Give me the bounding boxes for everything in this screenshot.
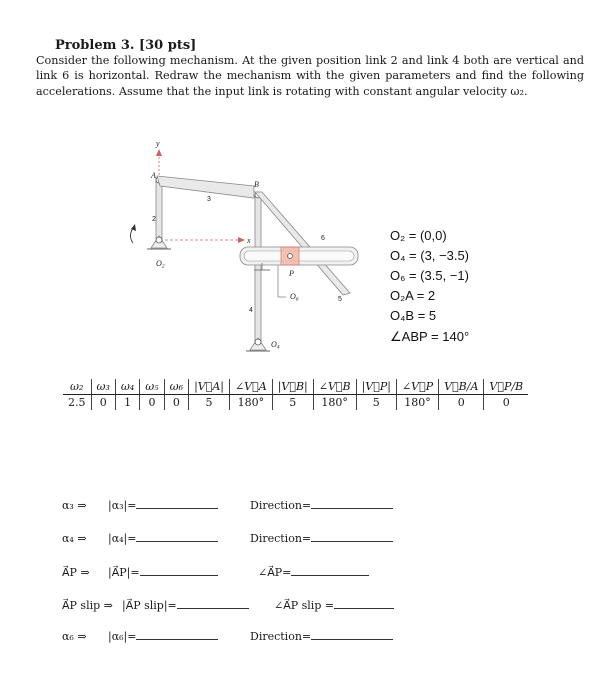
o2-label: O2 xyxy=(156,259,165,270)
value-vba: 0 xyxy=(439,395,484,411)
link-2 xyxy=(156,178,162,240)
answer-ap-slip-magnitude-label: |A⃗P slip|= xyxy=(122,599,177,612)
answer-ap-slip-magnitude-blank[interactable] xyxy=(177,608,249,609)
value-w4: 1 xyxy=(115,395,139,411)
answer-alpha3-direction-blank[interactable] xyxy=(311,508,393,509)
point-b-label: B xyxy=(254,180,259,189)
point-p-label: P xyxy=(289,269,294,278)
answer-alpha6-direction-label: Direction= xyxy=(250,630,312,643)
y-axis-label: y xyxy=(156,139,160,148)
answer-alpha3-magnitude-blank[interactable] xyxy=(136,508,218,509)
header-w2: ω₂ xyxy=(63,379,91,395)
answer-alpha6-direction-blank[interactable] xyxy=(311,639,393,640)
link-2-label: 2 xyxy=(152,216,156,223)
link-3 xyxy=(157,176,254,198)
y-axis-arrow xyxy=(156,149,162,156)
value-va-ang: 180° xyxy=(229,395,272,411)
answer-alpha4-direction-label: Direction= xyxy=(250,532,312,545)
velocity-table xyxy=(63,379,528,410)
x-axis-label: x xyxy=(247,236,251,245)
answer-ap-angle-blank[interactable] xyxy=(291,575,369,576)
value-vp-mag: 5 xyxy=(356,395,396,411)
answer-alpha4-symbol: α₄ ⇒ xyxy=(62,532,87,545)
value-w2: 2.5 xyxy=(68,396,86,409)
answer-ap-magnitude xyxy=(108,566,218,579)
o6-label: O6 xyxy=(290,292,299,303)
pin-o2 xyxy=(156,237,162,243)
pin-p xyxy=(288,254,293,259)
answer-ap-magnitude-label: |A⃗P|= xyxy=(108,566,140,579)
value-vb-ang: 180° xyxy=(313,395,356,411)
header-vpb: V⃗P/B xyxy=(484,379,528,395)
header-vb-ang: ∠V⃗B xyxy=(313,379,356,395)
header-w4: ω₄ xyxy=(115,379,139,395)
answer-alpha4-magnitude-label: |α₄|= xyxy=(108,532,137,545)
answer-alpha6-symbol: α₆ ⇒ xyxy=(62,630,87,643)
answer-ap-angle xyxy=(258,566,369,579)
header-w5: ω₅ xyxy=(140,379,164,395)
value-va-mag: 5 xyxy=(189,395,230,411)
answer-alpha4-magnitude-blank[interactable] xyxy=(136,541,218,542)
answer-alpha6-magnitude-label: |α₆|= xyxy=(108,630,137,643)
answer-alpha3-direction xyxy=(250,499,393,512)
answer-alpha3-magnitude xyxy=(108,499,218,512)
pin-o4 xyxy=(255,339,261,345)
answer-ap-angle-label: ∠A⃗P= xyxy=(258,566,292,579)
answer-alpha3-magnitude-label: |α₃|= xyxy=(108,499,137,512)
value-vpb: 0 xyxy=(484,395,528,411)
problem-title: Problem 3. [30 pts] xyxy=(55,38,197,53)
answer-ap-slip-symbol: A⃗P slip ⇒ xyxy=(62,599,113,612)
link-6-label: 6 xyxy=(321,235,325,242)
answer-alpha6-magnitude-blank[interactable] xyxy=(136,639,218,640)
answer-alpha6-magnitude xyxy=(108,630,218,643)
link-4-label: 4 xyxy=(249,307,253,314)
rotation-arc xyxy=(131,228,134,243)
param-o2: O₂ = (0,0) xyxy=(390,228,447,243)
answer-alpha4-direction-blank[interactable] xyxy=(311,541,393,542)
answer-ap-slip-angle-label: ∠A⃗P slip = xyxy=(274,599,335,612)
header-w3: ω₃ xyxy=(91,379,115,395)
header-vb-mag: |V⃗B| xyxy=(272,379,313,395)
x-axis-arrow xyxy=(238,237,245,243)
link-3-label: 3 xyxy=(207,196,211,203)
velocity-table-values xyxy=(63,395,528,411)
answer-alpha3-direction-label: Direction= xyxy=(250,499,312,512)
answer-ap-slip-angle-blank[interactable] xyxy=(334,608,394,609)
value-w5: 0 xyxy=(140,395,164,411)
answer-alpha6-direction xyxy=(250,630,393,643)
header-w6: ω₆ xyxy=(164,379,188,395)
problem-statement: Consider the following mechanism. At the given position link 2 and link 4 both are vertical and link 6 is horizontal. Redraw the mechanism with the given parameters and find the following accelerations. Assume that the input link is rotating with constant angular velocity ω₂. xyxy=(36,54,584,98)
velocity-table-header xyxy=(63,379,528,395)
header-va-mag: |V⃗A| xyxy=(189,379,230,395)
value-w3: 0 xyxy=(91,395,115,411)
header-va-ang: ∠V⃗A xyxy=(229,379,272,395)
answer-ap-slip-angle xyxy=(274,599,394,612)
o4-label: O4 xyxy=(271,340,280,351)
answer-ap-magnitude-blank[interactable] xyxy=(140,575,218,576)
param-o4: O₄ = (3, −3.5) xyxy=(390,248,470,263)
answer-alpha3-symbol: α₃ ⇒ xyxy=(62,499,87,512)
link-5 xyxy=(255,192,350,295)
param-abp: ∠ABP = 140° xyxy=(390,329,470,344)
value-vb-mag: 5 xyxy=(272,395,313,411)
answer-ap-symbol: A⃗P ⇒ xyxy=(62,566,90,579)
link-5-label: 5 xyxy=(338,296,342,303)
header-vba: V⃗B/A xyxy=(439,379,484,395)
header-vp-ang: ∠V⃗P xyxy=(396,379,438,395)
param-o4b: O₄B = 5 xyxy=(390,308,437,323)
header-vp-mag: |V⃗P| xyxy=(356,379,396,395)
param-o2a: O₂A = 2 xyxy=(390,288,436,303)
answer-ap-slip-magnitude xyxy=(122,599,249,612)
point-a-label: A xyxy=(151,171,156,180)
answer-alpha4-magnitude xyxy=(108,532,218,545)
answer-alpha4-direction xyxy=(250,532,393,545)
value-vp-ang: 180° xyxy=(396,395,438,411)
param-o6: O₆ = (3.5, −1) xyxy=(390,268,469,283)
value-w6: 0 xyxy=(164,395,188,411)
